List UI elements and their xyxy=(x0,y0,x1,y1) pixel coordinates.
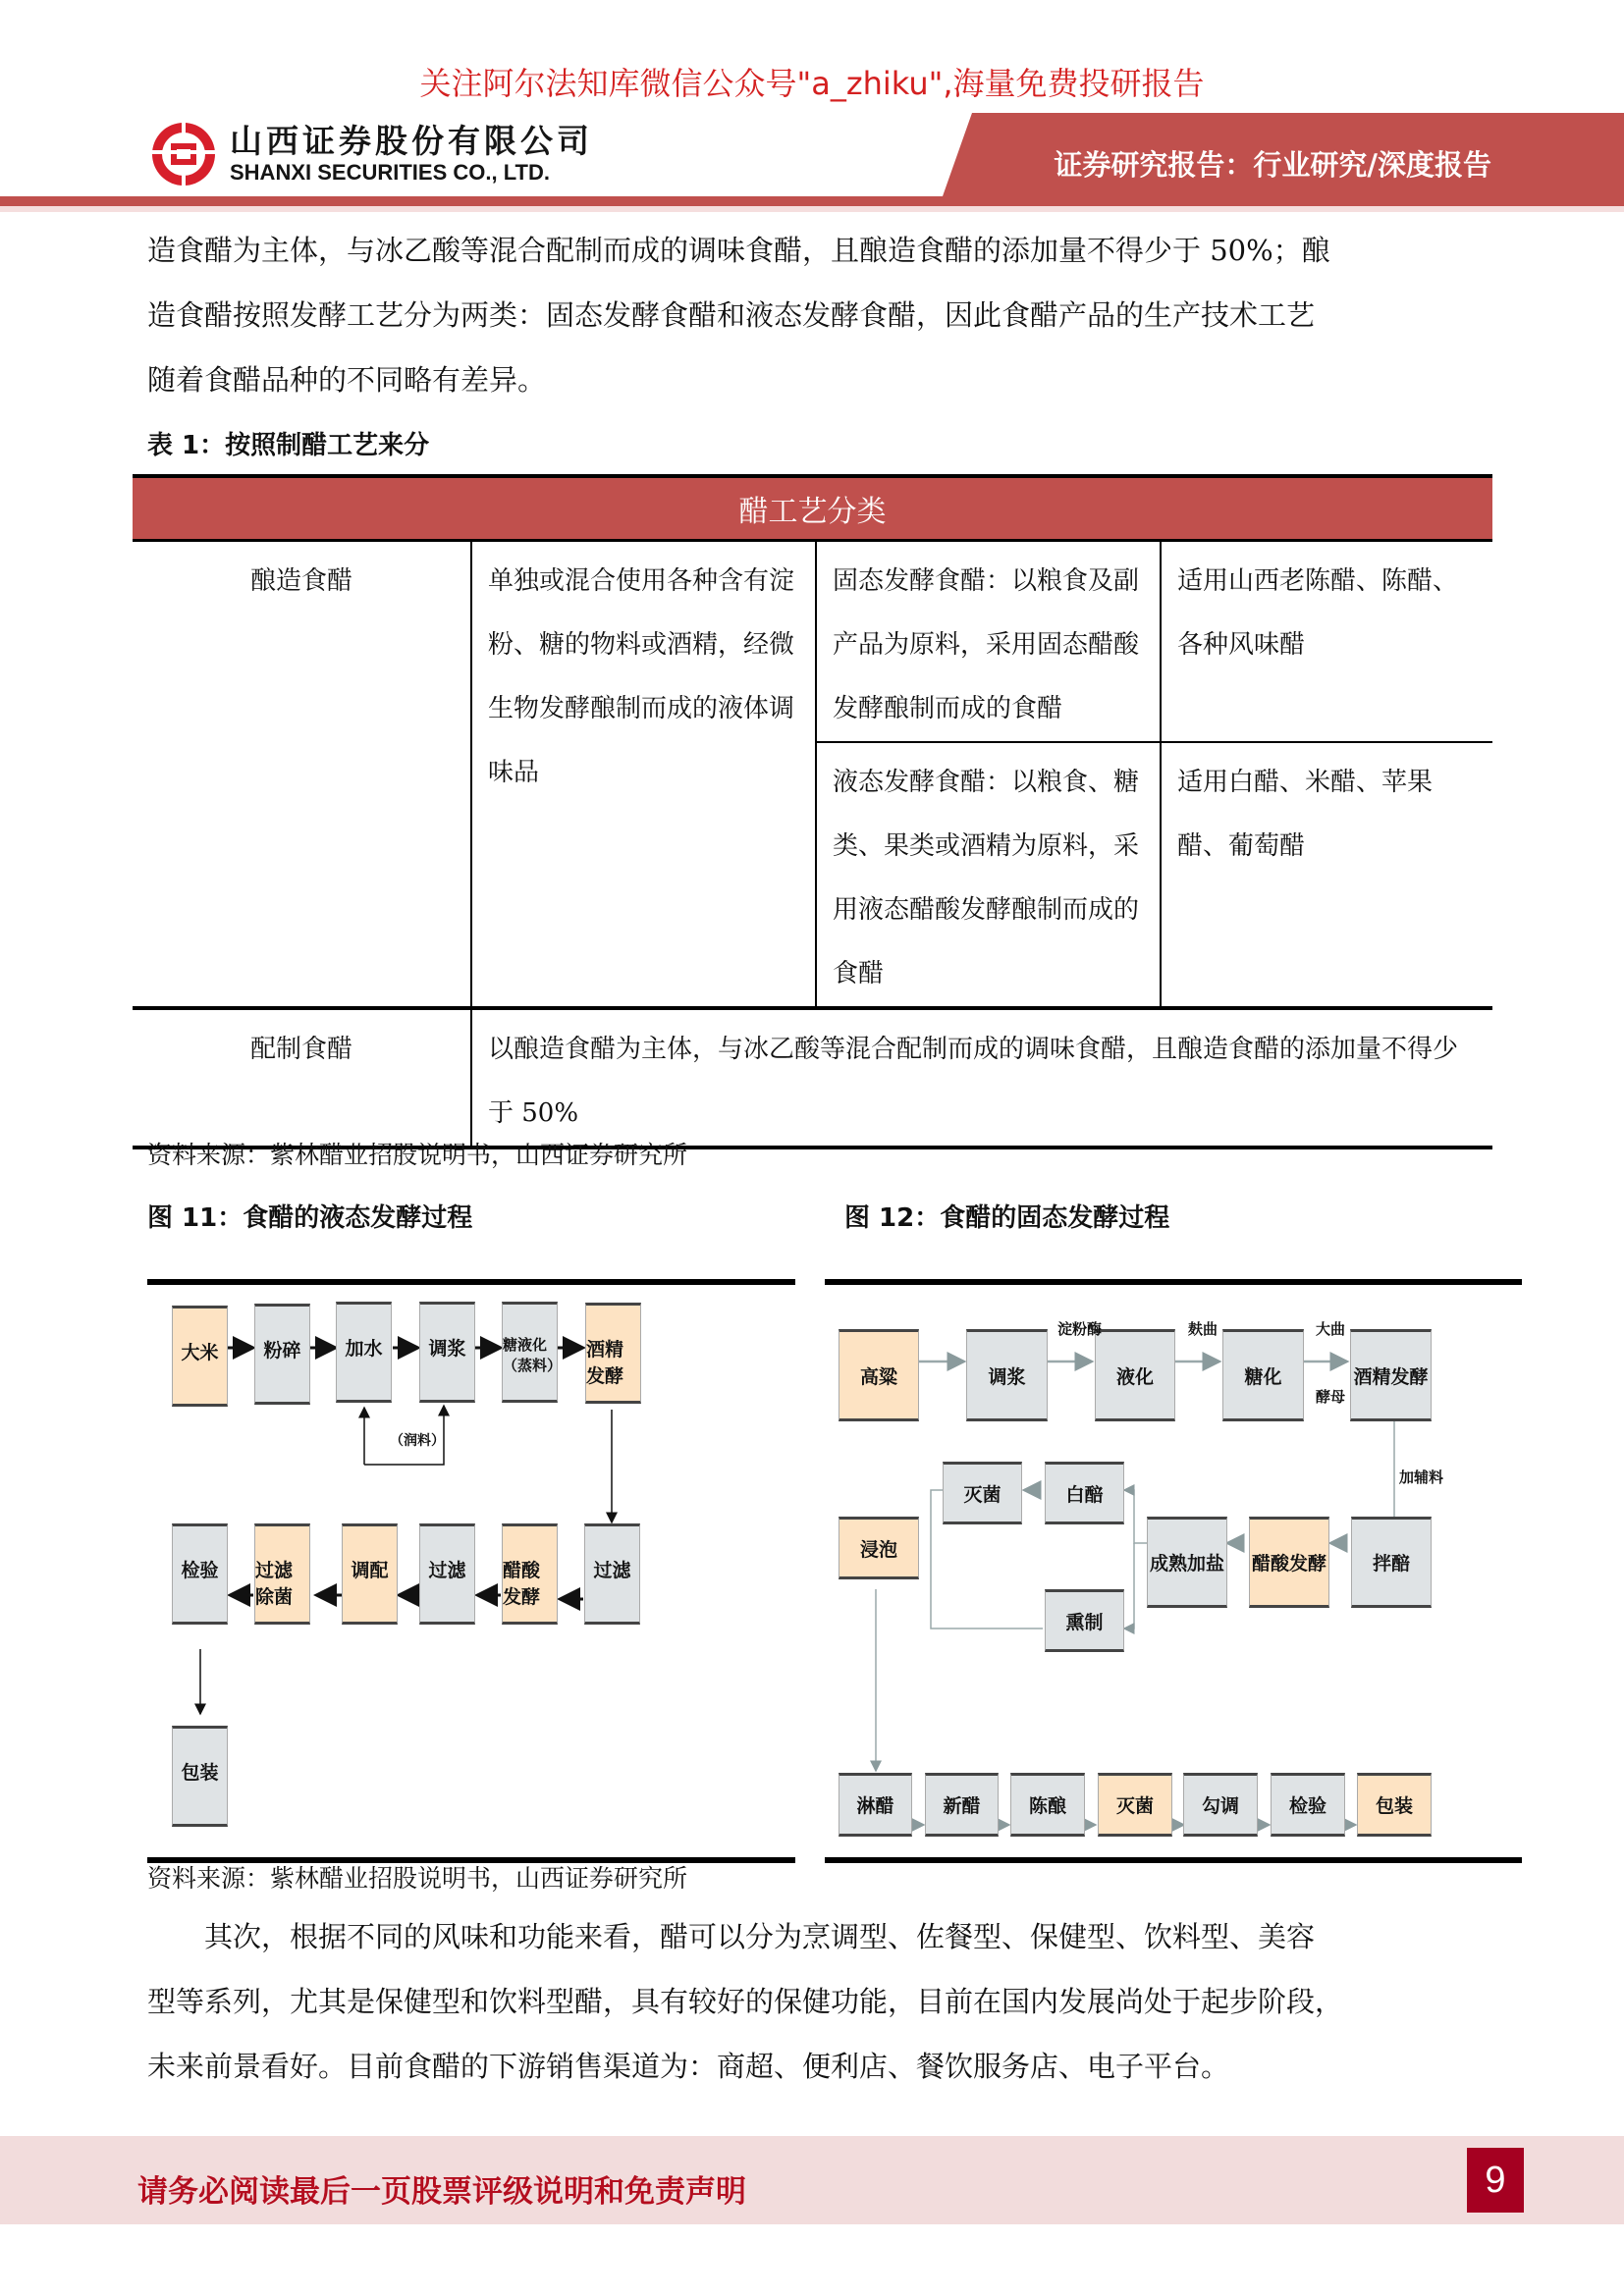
step-saccharify: 糖化 xyxy=(1222,1329,1304,1421)
step-acetic-ferment: 醋酸发酵 xyxy=(502,1523,558,1625)
step-aging: 陈酿 xyxy=(1010,1773,1085,1837)
step-soak: 浸泡 xyxy=(839,1517,919,1579)
step-alcohol-ferment: 酒精发酵 xyxy=(1350,1329,1432,1421)
brewed-definition: 单独或混合使用各种含有淀粉、糖的物料或酒精，经微生物发酵酿制而成的液体调味品 xyxy=(471,541,816,1009)
text-line: 造食醋为主体，与冰乙酸等混合配制而成的调味食醋，且酿造食醋的添加量不得少于 50%；酿 xyxy=(147,234,1330,267)
company-name-en: SHANXI SECURITIES CO., LTD. xyxy=(230,160,550,185)
figure-11-liquid-fermentation xyxy=(147,1279,795,1863)
company-logo-icon xyxy=(149,120,218,188)
closing-paragraph xyxy=(147,1904,1483,2099)
step-mix-mash: 拌醅 xyxy=(1351,1517,1432,1608)
step-adjust: 勾调 xyxy=(1183,1773,1258,1837)
table-row xyxy=(133,1008,1492,1148)
step-pack: 包装 xyxy=(172,1726,228,1827)
text-line: 随着食醋品种的不同略有差异。 xyxy=(147,363,547,397)
step-smoke: 熏制 xyxy=(1045,1589,1124,1652)
figure-12-caption: 图 12：食醋的固态发酵过程 xyxy=(844,1203,1170,1233)
label-excipient: 加辅料 xyxy=(1399,1468,1444,1486)
watermark-notice: 关注阿尔法知库微信公众号"a_zhiku",海量免费投研报告 xyxy=(419,65,1205,102)
row-name-blended: 配制食醋 xyxy=(133,1008,471,1148)
table-row xyxy=(133,541,1492,743)
text-line: 型等系列，尤其是保健型和饮料型醋，具有较好的保健功能，目前在国内发展尚处于起步阶段， xyxy=(147,1985,1344,2018)
company-name-cn: 山西证券股份有限公司 xyxy=(230,122,593,160)
blended-definition: 以酿造食醋为主体，与冰乙酸等混合配制而成的调味食醋，且酿造食醋的添加量不得少于 50% xyxy=(471,1008,1492,1148)
vinegar-process-table xyxy=(133,474,1492,1149)
step-sorghum: 高粱 xyxy=(839,1329,919,1421)
header-divider xyxy=(0,206,1624,212)
label-bran-koji: 麸曲 xyxy=(1188,1320,1218,1338)
text-line: 未来前景看好。目前食醋的下游销售渠道为：商超、便利店、餐饮服务店、电子平台。 xyxy=(147,2050,1230,2083)
page-number: 9 xyxy=(1467,2148,1524,2213)
step-crush: 粉碎 xyxy=(254,1304,310,1405)
step-new-vinegar: 新醋 xyxy=(925,1773,999,1837)
step-acetic-ferment: 醋酸发酵 xyxy=(1249,1517,1329,1608)
figure-12-solid-fermentation xyxy=(825,1279,1522,1863)
figure-source: 资料来源：紫林醋业招股说明书，山西证券研究所 xyxy=(147,1864,688,1893)
figure-11-caption: 图 11：食醋的液态发酵过程 xyxy=(147,1203,473,1233)
step-saccharify: 糖液化（蒸料） xyxy=(502,1302,558,1403)
step-inspect: 检验 xyxy=(172,1523,228,1625)
step-filter-1: 过滤 xyxy=(584,1523,640,1625)
liquid-ferment-use: 适用白醋、米醋、苹果醋、葡萄醋 xyxy=(1161,742,1492,1008)
step-sterilize-1: 灭菌 xyxy=(943,1462,1022,1524)
step-blend: 调配 xyxy=(342,1523,398,1625)
liquid-ferment-desc: 液态发酵食醋：以粮食、糖类、果类或酒精为原料，采用液态醋酸发酵酿制而成的食醋 xyxy=(816,742,1161,1008)
intro-paragraph xyxy=(147,218,1483,412)
step-white-mash: 白醅 xyxy=(1045,1462,1124,1524)
step-drain: 淋醋 xyxy=(839,1773,912,1837)
report-type: 证券研究报告：行业研究/深度报告 xyxy=(1054,148,1491,182)
text-line: 其次，根据不同的风味和功能来看，醋可以分为烹调型、佐餐型、保健型、饮料型、美容 xyxy=(147,1920,1316,1953)
step-sterilize-2: 灭菌 xyxy=(1098,1773,1172,1837)
row-name-brewed: 酿造食醋 xyxy=(133,541,471,1009)
label-daqu: 大曲 xyxy=(1316,1320,1346,1338)
solid-ferment-use: 适用山西老陈醋、陈醋、各种风味醋 xyxy=(1161,541,1492,743)
step-filter-2: 过滤 xyxy=(419,1523,475,1625)
step-mature-salt: 成熟加盐 xyxy=(1147,1517,1227,1608)
step-alcohol-ferment: 酒精发酵 xyxy=(585,1303,641,1404)
label-amylase: 淀粉酶 xyxy=(1057,1320,1103,1338)
step-inspect: 检验 xyxy=(1271,1773,1345,1837)
step-slurry: 调浆 xyxy=(419,1302,475,1403)
solid-ferment-desc: 固态发酵食醋：以粮食及副产品为原料，采用固态醋酸发酵酿制而成的食醋 xyxy=(816,541,1161,743)
disclaimer-notice: 请务必阅读最后一页股票评级说明和免责声明 xyxy=(137,2174,746,2210)
step-pack: 包装 xyxy=(1357,1773,1432,1837)
step-liquefy: 液化 xyxy=(1095,1329,1175,1421)
company-logo xyxy=(149,120,593,188)
step-add-water: 加水 xyxy=(336,1302,392,1403)
table-source: 资料来源：紫林醋业招股说明书，山西证券研究所 xyxy=(147,1141,688,1169)
table-header: 醋工艺分类 xyxy=(133,476,1492,541)
loop-label: （润料） xyxy=(390,1433,445,1449)
step-rice: 大米 xyxy=(172,1306,228,1407)
text-line: 造食醋按照发酵工艺分为两类：固态发酵食醋和液态发酵食醋，因此食醋产品的生产技术工艺 xyxy=(147,298,1316,332)
label-yeast: 酵母 xyxy=(1316,1388,1346,1406)
table-caption: 表 1：按照制醋工艺来分 xyxy=(147,431,430,460)
step-slurry: 调浆 xyxy=(966,1329,1048,1421)
step-sterile-filter: 过滤除菌 xyxy=(254,1523,310,1625)
